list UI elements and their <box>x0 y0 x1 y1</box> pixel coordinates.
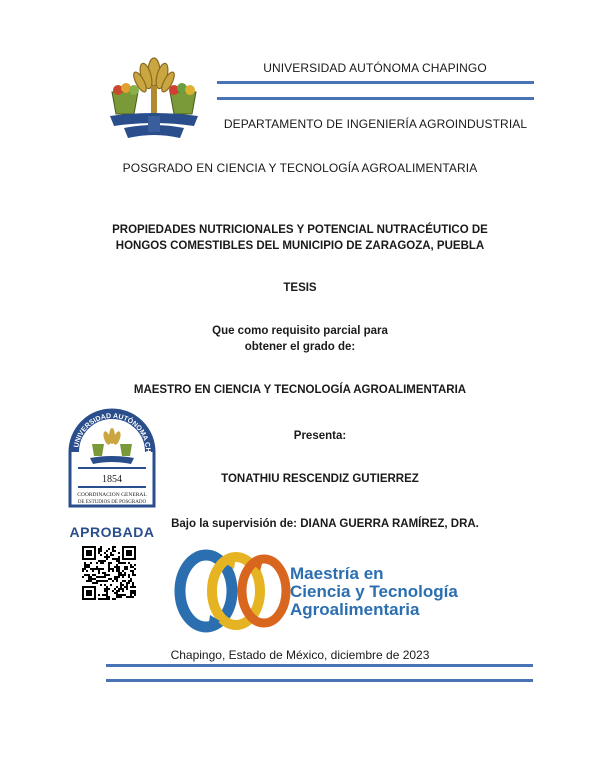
requirement-line-1: Que como requisito parcial para <box>212 325 388 337</box>
program-logo-line-2: Ciencia y Tecnología <box>290 582 458 601</box>
approval-seal <box>64 402 160 542</box>
footer-rule-2 <box>106 679 533 682</box>
seal-office-line-2: DE ESTUDIOS DE POSGRADO <box>77 500 147 505</box>
header-rule-2 <box>217 97 534 100</box>
program-logo-line-3: Agroalimentaria <box>290 600 420 619</box>
seal-office-line-1: COORDINACION GENERAL <box>77 492 147 498</box>
header-rule-1 <box>217 81 534 84</box>
university-crest-logo <box>104 52 204 144</box>
seal-ring-text: UNIVERSIDAD AUTÓNOMA CH <box>73 412 152 453</box>
program-logo <box>174 547 464 633</box>
seal-graphic <box>64 402 160 514</box>
degree-name: MAESTRO EN CIENCIA Y TECNOLOGÍA AGROALIMENTARIA <box>133 384 467 396</box>
department-name: DEPARTAMENTO DE INGENIERÍA AGROINDUSTRIAL <box>223 117 528 131</box>
presents-label: Presenta: <box>293 430 347 442</box>
seal-year: 1854 <box>102 474 122 485</box>
requirement-text <box>0 323 600 355</box>
thesis-title-line-1: PROPIEDADES NUTRICIONALES Y POTENCIAL NUTRACÉUTICO DE <box>112 224 488 236</box>
place-and-date: Chapingo, Estado de México, diciembre de 2023 <box>170 648 430 662</box>
footer-rule-1 <box>106 664 533 667</box>
program-logo-rings <box>174 547 296 633</box>
requirement-line-2: obtener el grado de: <box>244 341 356 353</box>
approval-status: APROBADA <box>69 524 155 540</box>
program-name: POSGRADO EN CIENCIA Y TECNOLOGÍA AGROALIMENTARIA <box>122 161 478 175</box>
document-type: TESIS <box>283 282 317 294</box>
thesis-title-line-2: HONGOS COMESTIBLES DEL MUNICIPIO DE ZARAGOZA, PUEBLA <box>115 240 485 252</box>
author-name: TONATHIU RESCENDIZ GUTIERREZ <box>221 473 419 485</box>
university-name: UNIVERSIDAD AUTÓNOMA CHAPINGO <box>263 61 487 75</box>
supervision-text: Bajo la supervisión de: DIANA GUERRA RAMÍREZ, DRA. <box>171 518 479 530</box>
program-logo-line-1: Maestría en <box>290 564 384 583</box>
qr-code[interactable] <box>82 546 136 600</box>
thesis-title <box>0 222 600 254</box>
